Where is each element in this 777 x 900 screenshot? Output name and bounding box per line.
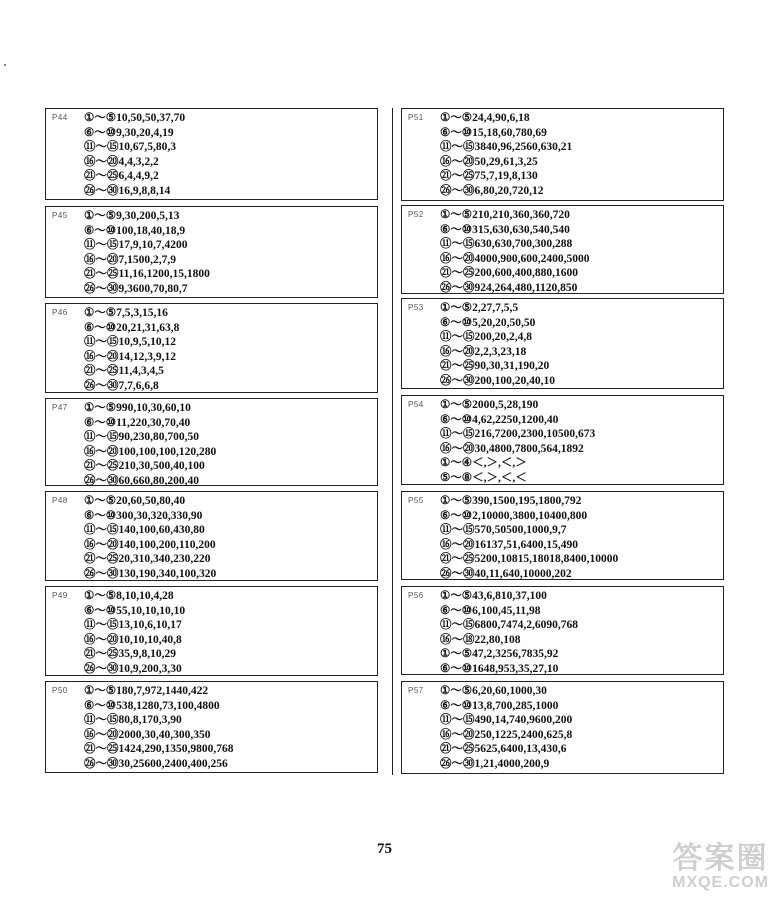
answer-line: [408, 281, 723, 296]
answer-text: ㉑～㉕11,4,3,4,5: [84, 365, 164, 378]
answer-block-p53: [401, 298, 724, 389]
answer-line: [52, 111, 377, 126]
answer-line: [408, 223, 723, 238]
answer-line: [408, 316, 723, 331]
answer-line: [408, 589, 723, 604]
answer-line: [408, 413, 723, 428]
answer-line: [52, 494, 377, 509]
answer-text: ㉖～㉚924,264,480,1120,850: [440, 281, 578, 294]
page-ref-label: P47: [52, 403, 68, 412]
answer-text: ⑥～⑩6,100,45,11,98: [440, 604, 541, 617]
answer-line: [52, 169, 377, 184]
answer-line: [408, 604, 723, 619]
page-ref-label: P52: [408, 210, 424, 219]
scan-speck: [4, 64, 6, 66]
answer-text: ㉑～㉕5625,6400,13,430,6: [440, 743, 567, 756]
answer-text: ⑥～⑩1648,953,35,27,10: [440, 662, 559, 675]
answer-line: [408, 301, 723, 316]
page-ref-label: P44: [52, 113, 68, 122]
answer-line: [52, 253, 377, 268]
answer-text: ⑥～⑩13,8,700,285,1000: [440, 699, 559, 712]
page-ref-label: P49: [52, 591, 68, 600]
answer-line: [408, 757, 723, 772]
answer-text: ㉖～㉚40,11,640,10000,202: [440, 567, 572, 580]
answer-line: [52, 474, 377, 489]
answer-text: ⑪～⑮10,67,5,80,3: [84, 141, 176, 154]
answer-line: [52, 523, 377, 538]
answer-text: ㉖～㉚10,9,200,3,30: [84, 662, 182, 675]
answer-line: [52, 350, 377, 365]
answer-line: [52, 335, 377, 350]
answer-text: ㉖～㉚1,21,4000,200,9: [440, 757, 550, 770]
answer-block-p51: [401, 108, 724, 201]
answer-line: [52, 459, 377, 474]
answer-line: [52, 742, 377, 757]
answer-text: ①～⑤24,4,90,6,18: [440, 112, 530, 124]
answer-text: ㉑～㉕6,4,4,9,2: [84, 170, 159, 183]
answer-line: [52, 306, 377, 321]
answer-line: [408, 345, 723, 360]
answer-line: [52, 416, 377, 431]
answer-line: [52, 209, 377, 224]
answer-line: [52, 618, 377, 633]
answer-line: [52, 184, 377, 199]
answer-line: [408, 266, 723, 281]
answer-line: [52, 364, 377, 379]
answer-line: [408, 184, 723, 199]
answer-text: ①～⑤20,60,50,80,40: [84, 495, 186, 507]
answer-line: [408, 359, 723, 374]
page-ref-label: P54: [408, 400, 424, 409]
answer-block-p57: [401, 681, 724, 774]
answer-block-p52: [401, 205, 724, 294]
watermark: [672, 844, 769, 892]
answer-line: [408, 713, 723, 728]
answer-text: ⑪～⑮13,10,6,10,17: [84, 619, 182, 632]
page-ref-label: P55: [408, 496, 424, 505]
answer-text: ⑪～⑮490,14,740,9600,200: [440, 714, 573, 727]
answer-line: [408, 208, 723, 223]
page-ref-label: P46: [52, 308, 68, 317]
answer-line: [408, 662, 723, 677]
page-ref-label: P57: [408, 686, 424, 695]
answer-line: [52, 379, 377, 394]
answer-text: ㉑～㉕90,30,31,190,20: [440, 360, 550, 373]
column-divider: [392, 108, 393, 775]
answer-line: [408, 742, 723, 757]
answer-text: ⑯～⑳16137,51,6400,15,490: [440, 538, 578, 551]
answer-text: ⑥～⑩5,20,20,50,50: [440, 316, 536, 329]
answer-text: ㉖～㉚7,7,6,6,8: [84, 379, 159, 392]
answer-text: ⑥～⑩4,62,2250,1200,40: [440, 413, 559, 426]
answer-line: [52, 699, 377, 714]
answer-text: ⑯～⑳2,2,3,23,18: [440, 345, 527, 358]
answer-text: ㉑～㉕35,9,8,10,29: [84, 648, 176, 661]
answer-text: ⑪～⑮90,230,80,700,50: [84, 431, 199, 444]
answer-line: [408, 169, 723, 184]
answer-text: ⑯～⑳2000,30,40,300,350: [84, 728, 211, 741]
answer-line: [52, 728, 377, 743]
answer-text: ⑤～⑧＜,＞,＜,＜: [440, 471, 527, 484]
answer-line: [52, 604, 377, 619]
answer-text: ㉑～㉕210,30,500,40,100: [84, 460, 205, 473]
answer-line: [52, 684, 377, 699]
answer-text: ㉖～㉚130,190,340,100,320: [84, 567, 217, 580]
answer-text: ⑥～⑩100,18,40,18,9: [84, 224, 186, 237]
answer-line: [408, 237, 723, 252]
answer-line: [52, 662, 377, 677]
page-ref-label: P51: [408, 113, 424, 122]
answer-text: ⑯～⑳100,100,100,120,280: [84, 445, 217, 458]
answer-text: ①～⑤10,50,50,37,70: [84, 112, 186, 124]
answer-text: ⑥～⑩2,10000,3800,10400,800: [440, 509, 588, 522]
answer-text: ㉑～㉕11,16,1200,15,1800: [84, 268, 210, 281]
answer-text: ⑪～⑮140,100,60,430,80: [84, 524, 205, 537]
answer-block-p55: [401, 491, 724, 580]
watermark-logo: 答案圈: [672, 842, 769, 875]
answer-line: [52, 589, 377, 604]
answer-line: [52, 647, 377, 662]
answer-block-p46: [45, 303, 378, 393]
answer-block-p45: [45, 206, 378, 298]
answer-line: [408, 728, 723, 743]
answer-line: [52, 401, 377, 416]
answer-line: [408, 155, 723, 170]
answer-line: [52, 321, 377, 336]
answer-text: ⑯～⑳50,29,61,3,25: [440, 155, 538, 168]
answer-line: [52, 757, 377, 772]
answer-text: ㉑～㉕200,600,400,880,1600: [440, 267, 578, 280]
answer-text: ㉖～㉚60,660,80,200,40: [84, 474, 199, 487]
answer-text: ⑥～⑩20,21,31,63,8: [84, 321, 180, 334]
answer-text: ⑪～⑮80,8,170,3,90: [84, 714, 182, 727]
answer-text: ①～⑤2,27,7,5,5: [440, 302, 519, 314]
answer-block-p47: [45, 398, 378, 486]
answer-text: ①～⑤210,210,360,360,720: [440, 209, 570, 221]
answer-line: [52, 126, 377, 141]
answer-line: [408, 618, 723, 633]
answer-line: [408, 252, 723, 267]
answer-block-p54: [401, 395, 724, 485]
answer-text: ㉖～㉚30,25600,2400,400,256: [84, 757, 228, 770]
answer-text: ⑥～⑩9,30,20,4,19: [84, 126, 174, 139]
answer-text: ㉑～㉕5200,10815,18018,8400,10000: [440, 553, 619, 566]
answer-text: ⑥～⑩315,630,630,540,540: [440, 223, 570, 236]
answer-text: ⑯～⑳250,1225,2400,625,8: [440, 728, 573, 741]
answer-text: ①～⑤390,1500,195,1800,792: [440, 495, 582, 507]
answer-block-p56: [401, 586, 724, 675]
answer-text: ⑪～⑮6800,7474,2,6090,768: [440, 619, 578, 632]
answer-text: ①～⑤8,10,10,4,28: [84, 590, 174, 602]
answer-text: ⑪～⑮630,630,700,300,288: [440, 238, 573, 251]
answer-line: [52, 552, 377, 567]
answer-line: [408, 140, 723, 155]
answer-line: [408, 552, 723, 567]
answer-text: ⑯～⑳140,100,200,110,200: [84, 538, 216, 551]
answer-text: ①～⑤7,5,3,15,16: [84, 307, 168, 319]
answer-line: [408, 374, 723, 389]
answer-line: [408, 523, 723, 538]
answer-text: ①～⑤43,6,810,37,100: [440, 590, 547, 602]
answer-line: [408, 456, 723, 471]
answer-line: [408, 538, 723, 553]
answer-line: [408, 633, 723, 648]
answer-line: [408, 494, 723, 509]
page-ref-label: P45: [52, 211, 68, 220]
answer-text: ①～⑤2000,5,28,190: [440, 399, 539, 411]
answer-line: [52, 430, 377, 445]
answer-text: ㉑～㉕20,310,340,230,220: [84, 553, 211, 566]
answer-line: [408, 567, 723, 582]
answer-text: ㉖～㉚200,100,20,40,10: [440, 374, 555, 387]
answer-text: ①～⑤990,10,30,60,10: [84, 402, 191, 414]
answer-line: [52, 224, 377, 239]
answer-text: ⑯～⑳30,4800,7800,564,1892: [440, 442, 584, 455]
answer-text: ⑯～⑳7,1500,2,7,9: [84, 253, 176, 266]
page-ref-label: P48: [52, 496, 68, 505]
page-ref-label: P56: [408, 591, 424, 600]
answer-line: [52, 538, 377, 553]
answer-text: ㉖～㉚9,3600,70,80,7: [84, 282, 188, 295]
answer-block-p48: [45, 491, 378, 581]
answer-line: [52, 155, 377, 170]
answer-text: ①～⑤6,20,60,1000,30: [440, 685, 547, 697]
answer-line: [408, 111, 723, 126]
answer-line: [408, 398, 723, 413]
answer-line: [52, 282, 377, 297]
answer-text: ①～⑤9,30,200,5,13: [84, 210, 180, 222]
page-ref-label: P53: [408, 303, 424, 312]
answer-line: [52, 567, 377, 582]
answer-text: ㉑～㉕75,7,19,8,130: [440, 170, 538, 183]
answer-line: [408, 684, 723, 699]
answer-text: ⑯～⑱22,80,108: [440, 633, 521, 646]
answer-text: ⑥～⑩300,30,320,330,90: [84, 509, 203, 522]
answer-line: [52, 267, 377, 282]
answer-text: ⑪～⑮10,9,5,10,12: [84, 336, 176, 349]
answer-line: [408, 427, 723, 442]
answer-text: ⑯～⑳10,10,10,40,8: [84, 633, 182, 646]
answer-text: ①～⑤47,2,3256,7835,92: [440, 648, 559, 661]
answer-text: ⑯～⑳4,4,3,2,2: [84, 155, 159, 168]
answer-line: [52, 140, 377, 155]
answer-block-p49: [45, 586, 378, 676]
answer-text: ⑪～⑮216,7200,2300,10500,673: [440, 428, 596, 441]
answer-text: ㉖～㉚6,80,20,720,12: [440, 184, 544, 197]
answer-line: [408, 699, 723, 714]
answer-text: ⑪～⑮3840,96,2560,630,21: [440, 141, 573, 154]
answer-line: [52, 509, 377, 524]
answer-text: ㉖～㉚16,9,8,8,14: [84, 184, 171, 197]
answer-block-p44: [45, 108, 378, 200]
answer-line: [52, 445, 377, 460]
answer-text: ①～⑤180,7,972,1440,422: [84, 685, 209, 697]
answer-line: [408, 330, 723, 345]
answer-text: ⑪～⑮570,50500,1000,9,7: [440, 524, 567, 537]
page-number: 75: [377, 841, 392, 857]
answer-text: ⑥～⑩11,220,30,70,40: [84, 416, 191, 429]
answer-text: ⑥～⑩15,18,60,780,69: [440, 126, 547, 139]
answer-text: ①～④＜,＞,＜,＞: [440, 457, 527, 470]
answer-block-p50: [45, 681, 378, 773]
answer-line: [408, 471, 723, 486]
answer-line: [408, 509, 723, 524]
answer-line: [52, 238, 377, 253]
answer-text: ⑥～⑩538,1280,73,100,4800: [84, 699, 220, 712]
page-ref-label: P50: [52, 686, 68, 695]
answer-text: ⑪～⑮200,20,2,4,8: [440, 331, 532, 344]
answer-text: ㉑～㉕1424,290,1350,9800,768: [84, 743, 234, 756]
answer-line: [52, 633, 377, 648]
answer-text: ⑪～⑮17,9,10,7,4200: [84, 239, 188, 252]
answer-line: [408, 442, 723, 457]
answer-line: [408, 647, 723, 662]
answer-text: ⑯～⑳4000,900,600,2400,5000: [440, 252, 590, 265]
answer-text: ⑥～⑩55,10,10,10,10: [84, 604, 186, 617]
answer-line: [408, 126, 723, 141]
answer-text: ⑯～⑳14,12,3,9,12: [84, 350, 176, 363]
watermark-url: MXQE.COM: [672, 874, 769, 891]
answer-line: [52, 713, 377, 728]
